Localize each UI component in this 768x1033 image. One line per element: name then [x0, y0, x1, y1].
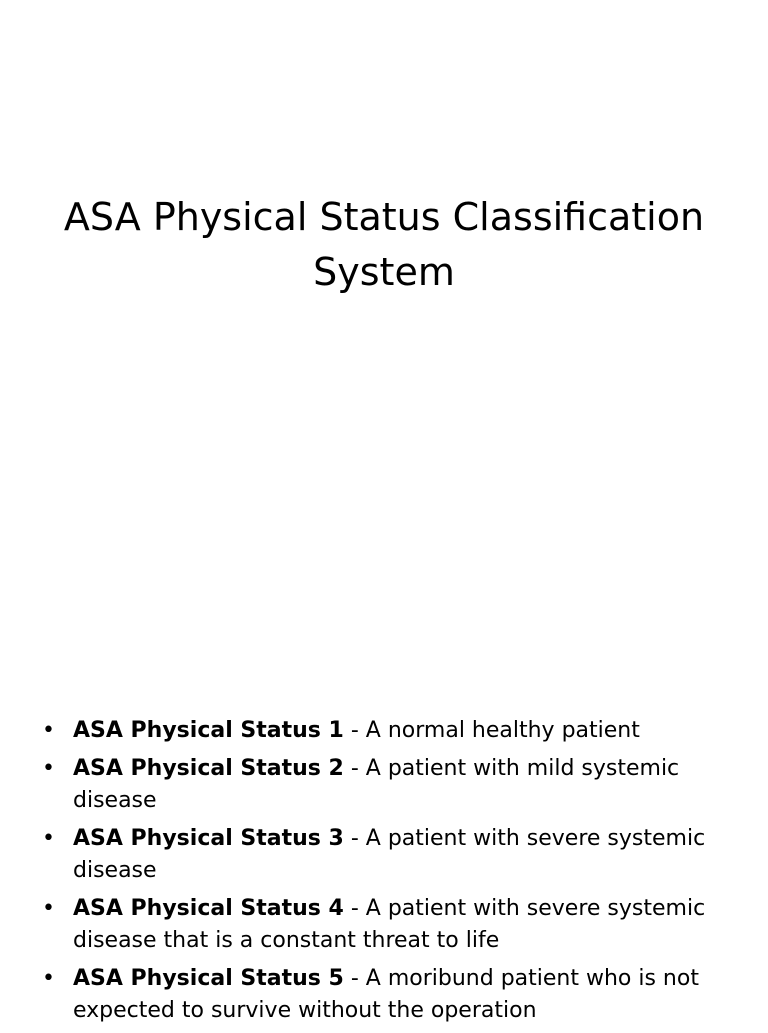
list-item [42, 963, 732, 1027]
separator: - [343, 756, 366, 781]
status-label: ASA Physical Status 5 [73, 966, 344, 991]
status-label: ASA Physical Status 3 [73, 826, 344, 851]
slide-title: ASA Physical Status Classification System [63, 195, 705, 294]
status-description: A normal healthy patient [365, 718, 640, 743]
status-description: A patient with mild systemic disease [73, 756, 680, 813]
status-label: ASA Physical Status 1 [73, 718, 344, 743]
separator: - [343, 718, 366, 743]
status-description: A patient with severe systemic disease that is a constant threat to life [73, 896, 706, 953]
status-description: A patient with severe systemic disease [73, 826, 706, 883]
list-item [42, 753, 732, 817]
classification-list [42, 715, 732, 1033]
list-item [42, 893, 732, 957]
bullet-icon: • [42, 826, 55, 851]
bullet-icon: • [42, 718, 55, 743]
status-label: ASA Physical Status 2 [73, 756, 344, 781]
bullet-icon: • [42, 896, 55, 921]
list-item [42, 715, 732, 747]
list-item [42, 823, 732, 887]
separator: - [343, 826, 366, 851]
bullet-icon: • [42, 756, 55, 781]
status-description: A moribund patient who is not expected to survive without the operation [73, 966, 699, 1023]
status-label: ASA Physical Status 4 [73, 896, 344, 921]
separator: - [343, 966, 366, 991]
separator: - [343, 896, 366, 921]
bullet-icon: • [42, 966, 55, 991]
